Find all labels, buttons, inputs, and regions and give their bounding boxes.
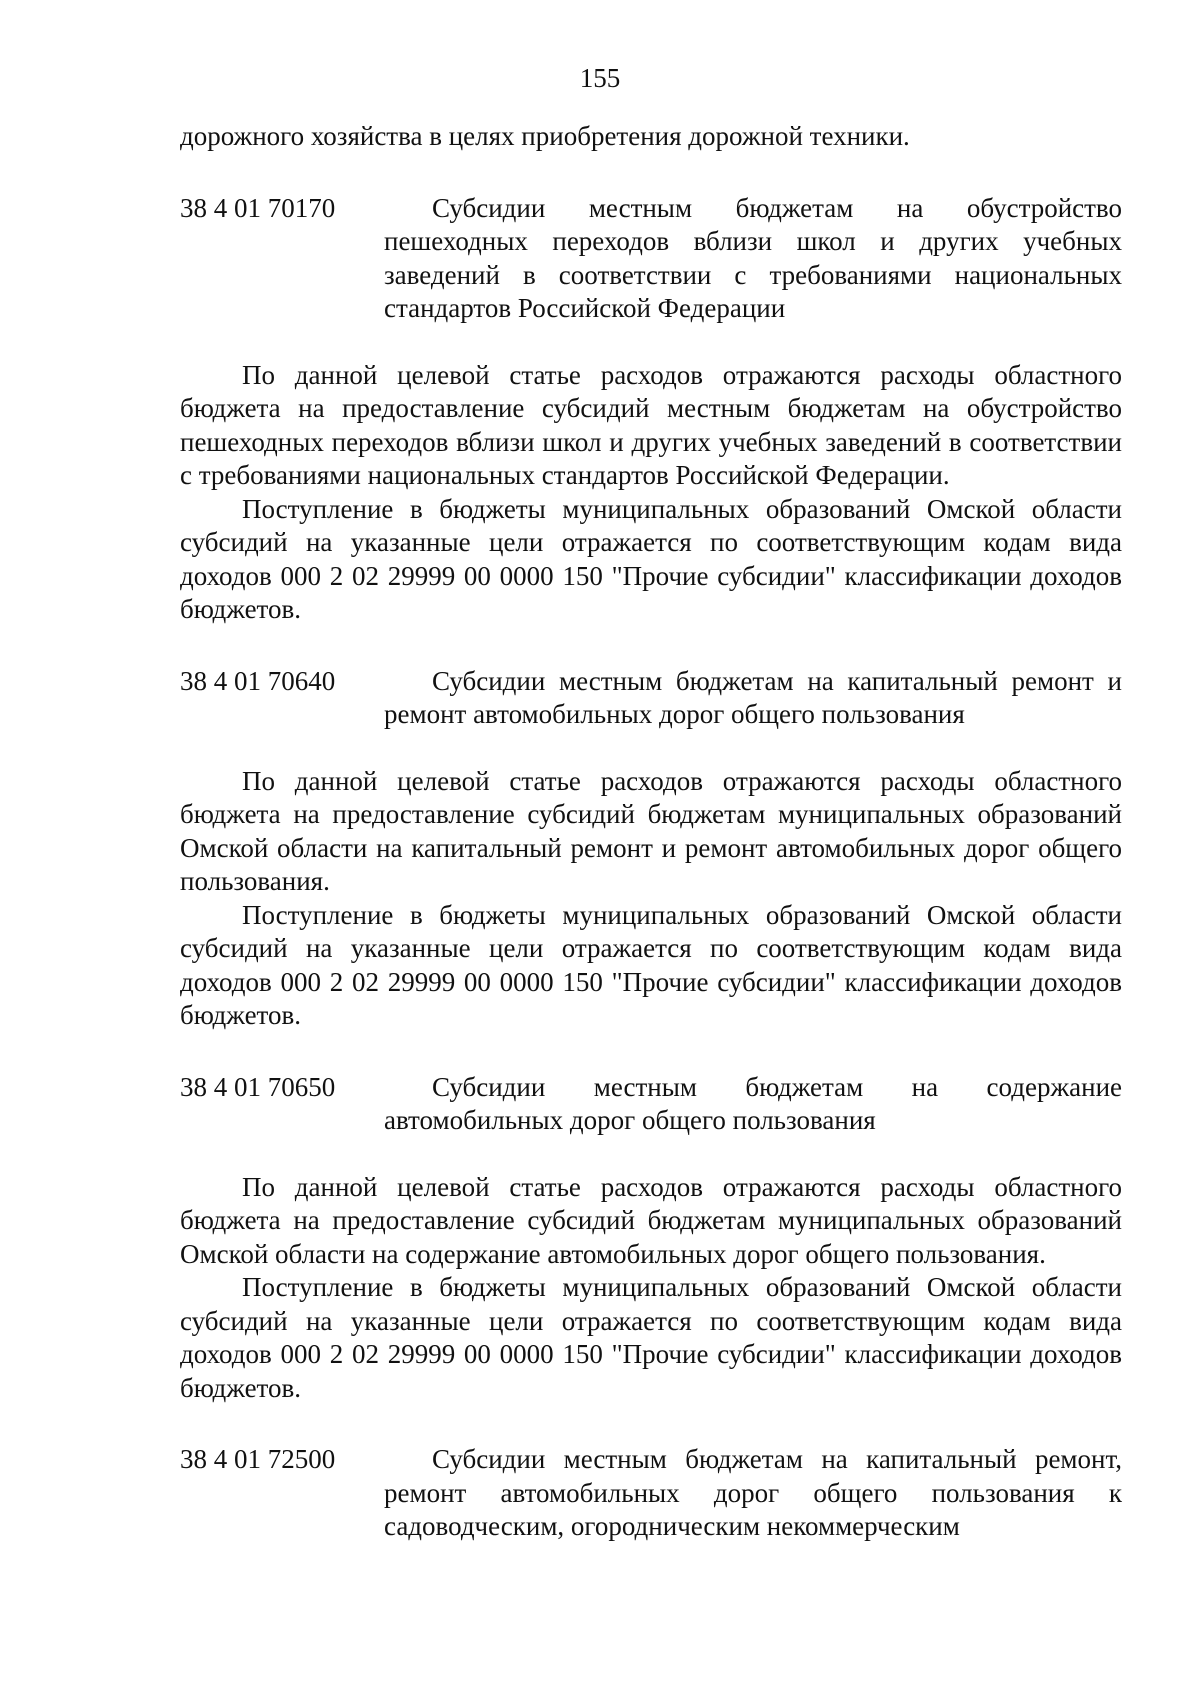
description-paragraph: Поступление в бюджеты муниципальных образований Омской области субсидий на указанные цели отражается по соответствующим кодам вида доходов 000 2 02 29999 00 0000 150 "Прочие субсидии" классификации доходов бюджетов. [180, 1272, 1122, 1403]
budget-entry [180, 1071, 1122, 1138]
continuation-text: дорожного хозяйства в целях приобретения дорожной техники. [180, 121, 910, 151]
entry-title: Субсидии местным бюджетам на капитальный ремонт и ремонт автомобильных дорог общего пользования [384, 665, 1122, 729]
entry-title: Субсидии местным бюджетам на содержание автомобильных дорог общего пользования [384, 1071, 1122, 1135]
entry-description [180, 359, 1122, 627]
description-paragraph: Поступление в бюджеты муниципальных образований Омской области субсидий на указанные цели отражается по соответствующим кодам вида доходов 000 2 02 29999 00 0000 150 "Прочие субсидии" классификации доходов бюджетов. [180, 899, 1122, 1030]
entry-code: 38 4 01 70650 [180, 1071, 336, 1102]
entry-description [180, 1171, 1122, 1406]
entry-code: 38 4 01 70170 [180, 192, 336, 223]
description-paragraph: По данной целевой статье расходов отражаются расходы областного бюджета на предоставление субсидий местным бюджетам на обустройство пешеходных переходов вблизи школ и других учебных заведений в соответствии с требованиями национальных стандартов Российской Федерации. [180, 359, 1122, 490]
description-paragraph: Поступление в бюджеты муниципальных образований Омской области субсидий на указанные цели отражается по соответствующим кодам вида доходов 000 2 02 29999 00 0000 150 "Прочие субсидии" классификации доходов бюджетов. [180, 493, 1122, 624]
entry-code: 38 4 01 70640 [180, 665, 336, 696]
budget-entry [180, 665, 1122, 732]
page-number: 155 [579, 63, 621, 93]
entry-title: Субсидии местным бюджетам на капитальный ремонт, ремонт автомобильных дорог общего пользования к садоводческим, огородническим некоммерческим [384, 1444, 1122, 1541]
entry-title: Субсидии местным бюджетам на обустройство пешеходных переходов вблизи школ и других учебных заведений в соответствии с требованиями национальных стандартов Российской Федерации [384, 192, 1122, 323]
budget-entry [180, 192, 1122, 326]
entry-description [180, 765, 1122, 1033]
description-paragraph: По данной целевой статье расходов отражаются расходы областного бюджета на предоставление субсидий бюджетам муниципальных образований Омской области на содержание автомобильных дорог общего пользования. [180, 1171, 1122, 1269]
document-body [180, 120, 1122, 1544]
description-paragraph: По данной целевой статье расходов отражаются расходы областного бюджета на предоставление субсидий бюджетам муниципальных образований Омской области на капитальный ремонт и ремонт автомобильных дорог общего пользования. [180, 765, 1122, 896]
budget-entry [180, 1443, 1122, 1544]
entry-code: 38 4 01 72500 [180, 1444, 336, 1474]
